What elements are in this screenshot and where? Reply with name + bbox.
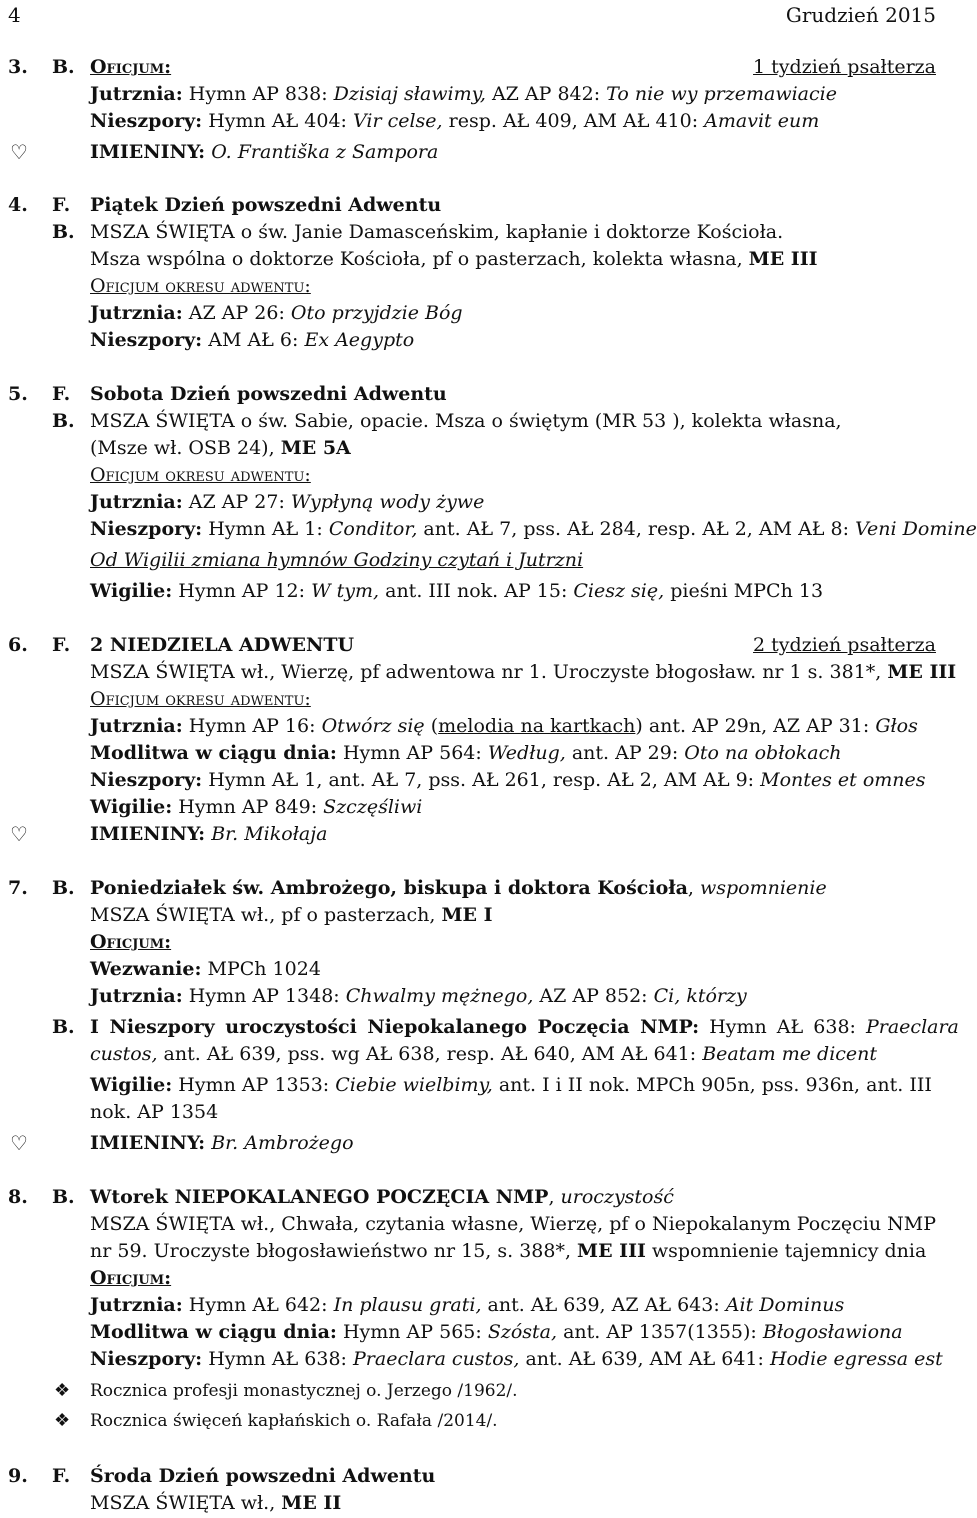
label: Nieszpory: (90, 1348, 203, 1370)
day-title: Piątek Dzień powszedni Adwentu (90, 194, 442, 216)
name: O. Františka z Sampora (205, 141, 439, 163)
text: ant. AP 29: (565, 742, 685, 764)
text: Hymn AP 16: (182, 715, 322, 737)
line-22 (0, 715, 936, 739)
hymn-title: Praeclara custos, (353, 1348, 520, 1370)
line-13 (0, 437, 936, 461)
day-title: 2 NIEDZIELA ADWENTU (90, 634, 355, 656)
hymn-title: Vir celse, (353, 110, 443, 132)
line-15 (0, 491, 936, 515)
line-27 (0, 877, 936, 901)
text: Hymn AP 1353: (172, 1074, 336, 1096)
text: AM AŁ 6: (202, 329, 305, 351)
text: Hymn AŁ 1: (202, 518, 329, 540)
hymn-title: Ci, którzy (653, 985, 747, 1007)
liturgical-color: B. (52, 877, 75, 899)
text: Hymn AP 849: (172, 796, 324, 818)
hymn-title: Oto przyjdzie Bóg (290, 302, 463, 324)
label: Wezwanie: (90, 958, 202, 980)
line-11 (0, 383, 936, 407)
liturgical-color: B. (52, 1016, 75, 1038)
hymn-title: Oto na obłokach (684, 742, 842, 764)
section-heading: Oficjum okresu adwentu: (90, 275, 311, 297)
text: AZ AP 27: (182, 491, 291, 513)
label: IMIENINY: (90, 1132, 206, 1154)
hymn-title: Conditor, (328, 518, 418, 540)
text: MSZA ŚWIĘTA wł., Chwała, czytania własne, Wierzę, pf o Niepokalanym Poczęciu NMP (90, 1213, 936, 1235)
hymn-title: Amavit eum (704, 110, 820, 132)
hymn-title: Veni Domine (855, 518, 977, 540)
line-9 (0, 302, 936, 326)
label: I Nieszpory uroczystości Niepokalanego Poczęcia NMP: (90, 1016, 700, 1038)
line-12 (0, 410, 936, 434)
me-ref: ME III (748, 248, 818, 270)
hymn-title: Dzisiaj sławimy, (333, 83, 486, 105)
line-29 (0, 931, 936, 955)
hymn-title: Błogosławiona (762, 1321, 903, 1343)
liturgical-color: F. (52, 634, 71, 656)
text: AZ AP 852: (533, 985, 654, 1007)
line-20 (0, 661, 957, 685)
line-25 (0, 796, 936, 820)
hymn-title: Głos (875, 715, 918, 737)
text: Hymn AP 1348: (182, 985, 346, 1007)
liturgical-color: F. (52, 383, 71, 405)
text: Hymn AŁ 642: (182, 1294, 334, 1316)
label: Nieszpory: (90, 329, 203, 351)
text: MPCh 1024 (201, 958, 321, 980)
line-47 (0, 1492, 936, 1516)
hymn-title: Beatam me dicent (702, 1043, 878, 1065)
heart-icon: ♡ (10, 822, 28, 846)
text: nok. AP 1354 (90, 1101, 219, 1123)
text: MSZA ŚWIĘTA wł., pf o pasterzach, (90, 904, 442, 926)
line-19 (0, 634, 936, 658)
hymn-title: Według, (487, 742, 566, 764)
text: resp. AŁ 409, AM AŁ 410: (442, 110, 705, 132)
line-24 (0, 769, 936, 793)
header-month: Grudzień 2015 (785, 3, 936, 27)
line-26 (0, 823, 936, 847)
day-title: Poniedziałek św. Ambrożego, biskupa i doktora Kościoła (90, 877, 688, 899)
liturgical-color: B. (52, 1186, 75, 1208)
text: MSZA ŚWIĘTA o św. Janie Damasceńskim, kapłanie i doktorze Kościoła. (90, 221, 784, 243)
line-45 (0, 1410, 936, 1434)
day-number: 7. (8, 877, 28, 899)
line-18 (0, 580, 936, 604)
line-34 (0, 1074, 936, 1098)
label: Jutrznia: (90, 302, 183, 324)
line-1 (0, 56, 936, 80)
text: , (687, 877, 700, 899)
text: wspomnienie tajemnicy dnia (645, 1240, 927, 1262)
name: Br. Mikołaja (205, 823, 328, 845)
liturgical-color: F. (52, 1465, 71, 1487)
line-43 (0, 1348, 943, 1372)
text: AZ AP 26: (182, 302, 291, 324)
hymn-title: Wypłyną wody żywe (290, 491, 485, 513)
hymn-title: custos, (90, 1043, 158, 1065)
line-42 (0, 1321, 936, 1345)
heart-icon: ♡ (10, 1131, 28, 1155)
section-heading: Oficjum okresu adwentu: (90, 464, 311, 486)
hymn-title: Hodie egressa est (769, 1348, 943, 1370)
label: IMIENINY: (90, 823, 206, 845)
text: Hymn AŁ 638: (699, 1016, 866, 1038)
line-38 (0, 1213, 936, 1237)
label: Wigilie: (90, 796, 173, 818)
diamond-bullet-icon: ❖ (54, 1380, 71, 1401)
line-7 (0, 248, 936, 272)
day-title: Środa Dzień powszedni Adwentu (90, 1465, 436, 1487)
section-heading: Oficjum: (90, 1267, 172, 1289)
line-31 (0, 985, 936, 1009)
hymn-title: Praeclara (865, 1016, 959, 1038)
section-heading: Oficjum: (90, 931, 172, 953)
hymn-title: Ciesz się, (573, 580, 665, 602)
text: ant. AŁ 639, AZ AŁ 643: (481, 1294, 726, 1316)
line-40 (0, 1267, 936, 1291)
line-4 (0, 141, 936, 165)
line-8 (0, 275, 936, 299)
psalter-week: 2 tydzień psałterza (753, 634, 936, 656)
text: nr 59. Uroczyste błogosławieństwo nr 15, s. 388*, (90, 1240, 578, 1262)
liturgical-color: B. (52, 56, 75, 78)
line-28 (0, 904, 936, 928)
me-ref: ME I (441, 904, 493, 926)
text: ) ant. AP 29n, AZ AP 31: (635, 715, 876, 737)
hymn-title: Ait Dominus (725, 1294, 845, 1316)
text: Hymn AŁ 404: (202, 110, 353, 132)
liturgical-color: B. (52, 221, 75, 243)
text: , (548, 1186, 561, 1208)
me-ref: ME II (281, 1492, 342, 1514)
hymn-title: Szósta, (487, 1321, 558, 1343)
label: Jutrznia: (90, 715, 183, 737)
me-ref: ME III (887, 661, 957, 683)
label: Jutrznia: (90, 985, 183, 1007)
line-39 (0, 1240, 936, 1264)
text: (Msze wł. OSB 24), (90, 437, 281, 459)
line-21 (0, 688, 936, 712)
line-30 (0, 958, 936, 982)
page-header (0, 4, 936, 28)
text: Msza wspólna o doktorze Kościoła, pf o pasterzach, kolekta własna, (90, 248, 749, 270)
section-heading: Oficjum: (90, 56, 172, 78)
day-title: Wtorek NIEPOKALANEGO POCZĘCIA NMP (90, 1186, 549, 1208)
hymn-title: W tym, (311, 580, 380, 602)
text: ant. AŁ 639, AM AŁ 641: (519, 1348, 770, 1370)
anniversary: Rocznica święceń kapłańskich o. Rafała /2014/. (90, 1411, 498, 1431)
line-32 (0, 1016, 959, 1040)
liturgical-color: B. (52, 410, 75, 432)
line-5 (0, 194, 936, 218)
text: ant. III nok. AP 15: (379, 580, 574, 602)
text: Hymn AŁ 1, ant. AŁ 7, pss. AŁ 261, resp. AŁ 2, AM AŁ 9: (202, 769, 761, 791)
text: ant. AŁ 7, pss. AŁ 284, resp. AŁ 2, AM AŁ 8: (417, 518, 856, 540)
text: Hymn AŁ 638: (202, 1348, 353, 1370)
note: melodia na kartkach (438, 715, 636, 737)
hymn-title: Ex Aegypto (304, 329, 415, 351)
line-36 (0, 1132, 936, 1156)
label: Jutrznia: (90, 491, 183, 513)
anniversary: Rocznica profesji monastycznej o. Jerzego /1962/. (90, 1381, 518, 1401)
day-number: 5. (8, 383, 28, 405)
text: MSZA ŚWIĘTA o św. Sabie, opacie. Msza o świętym (MR 53 ), kolekta własna, (90, 410, 842, 432)
note: Od Wigilii zmiana hymnów Godziny czytań i Jutrzni (90, 549, 584, 571)
day-number: 3. (8, 56, 28, 78)
text: Hymn AP 565: (336, 1321, 488, 1343)
line-46 (0, 1465, 936, 1489)
day-number: 8. (8, 1186, 28, 1208)
label: Wigilie: (90, 1074, 173, 1096)
hymn-title: Otwórz się (321, 715, 425, 737)
line-16 (0, 518, 977, 542)
hymn-title: To nie wy przemawiacie (606, 83, 837, 105)
text: ant. AŁ 639, pss. wg AŁ 638, resp. AŁ 640, AM AŁ 641: (157, 1043, 703, 1065)
diamond-bullet-icon: ❖ (54, 1410, 71, 1431)
label: Nieszpory: (90, 518, 203, 540)
rank: wspomnienie (699, 877, 827, 899)
day-number: 9. (8, 1465, 28, 1487)
text: Hymn AP 564: (336, 742, 488, 764)
text: pieśni MPCh 13 (664, 580, 824, 602)
name: Br. Ambrożego (205, 1132, 354, 1154)
label: Jutrznia: (90, 83, 183, 105)
label: Nieszpory: (90, 110, 203, 132)
line-6 (0, 221, 936, 245)
text: AZ AP 842: (485, 83, 607, 105)
text: ( (424, 715, 439, 737)
line-37 (0, 1186, 936, 1210)
line-35 (0, 1101, 936, 1125)
hymn-title: Ciebie wielbimy, (335, 1074, 493, 1096)
day-number: 6. (8, 634, 28, 656)
section-heading: Oficjum okresu adwentu: (90, 688, 311, 710)
label: Jutrznia: (90, 1294, 183, 1316)
line-17 (0, 549, 936, 573)
rank: uroczystość (560, 1186, 674, 1208)
hymn-title: In plausu grati, (333, 1294, 482, 1316)
label: Nieszpory: (90, 769, 203, 791)
line-2 (0, 83, 936, 107)
line-33 (0, 1043, 936, 1067)
psalter-week: 1 tydzień psałterza (753, 56, 936, 78)
heart-icon: ♡ (10, 140, 28, 164)
line-3 (0, 110, 936, 134)
hymn-title: Szczęśliwi (323, 796, 423, 818)
day-number: 4. (8, 194, 28, 216)
label: Modlitwa w ciągu dnia: (90, 1321, 337, 1343)
page-number: 4 (8, 3, 21, 27)
text: MSZA ŚWIĘTA wł., Wierzę, pf adwentowa nr 1. Uroczyste błogosław. nr 1 s. 381*, (90, 661, 888, 683)
line-41 (0, 1294, 936, 1318)
me-ref: ME III (577, 1240, 646, 1262)
liturgical-color: F. (52, 194, 71, 216)
day-title: Sobota Dzień powszedni Adwentu (90, 383, 447, 405)
label: Wigilie: (90, 580, 173, 602)
text: ant. AP 1357(1355): (557, 1321, 763, 1343)
hymn-title: Chwalmy mężnego, (345, 985, 534, 1007)
text: Hymn AP 838: (182, 83, 334, 105)
label: Modlitwa w ciągu dnia: (90, 742, 337, 764)
label: IMIENINY: (90, 141, 206, 163)
text: Hymn AP 12: (172, 580, 312, 602)
line-14 (0, 464, 936, 488)
me-ref: ME 5A (280, 437, 351, 459)
line-44 (0, 1380, 936, 1404)
line-23 (0, 742, 936, 766)
hymn-title: Montes et omnes (760, 769, 926, 791)
text: ant. I i II nok. MPCh 905n, pss. 936n, ant. III (492, 1074, 932, 1096)
line-10 (0, 329, 936, 353)
text: MSZA ŚWIĘTA wł., (90, 1492, 282, 1514)
